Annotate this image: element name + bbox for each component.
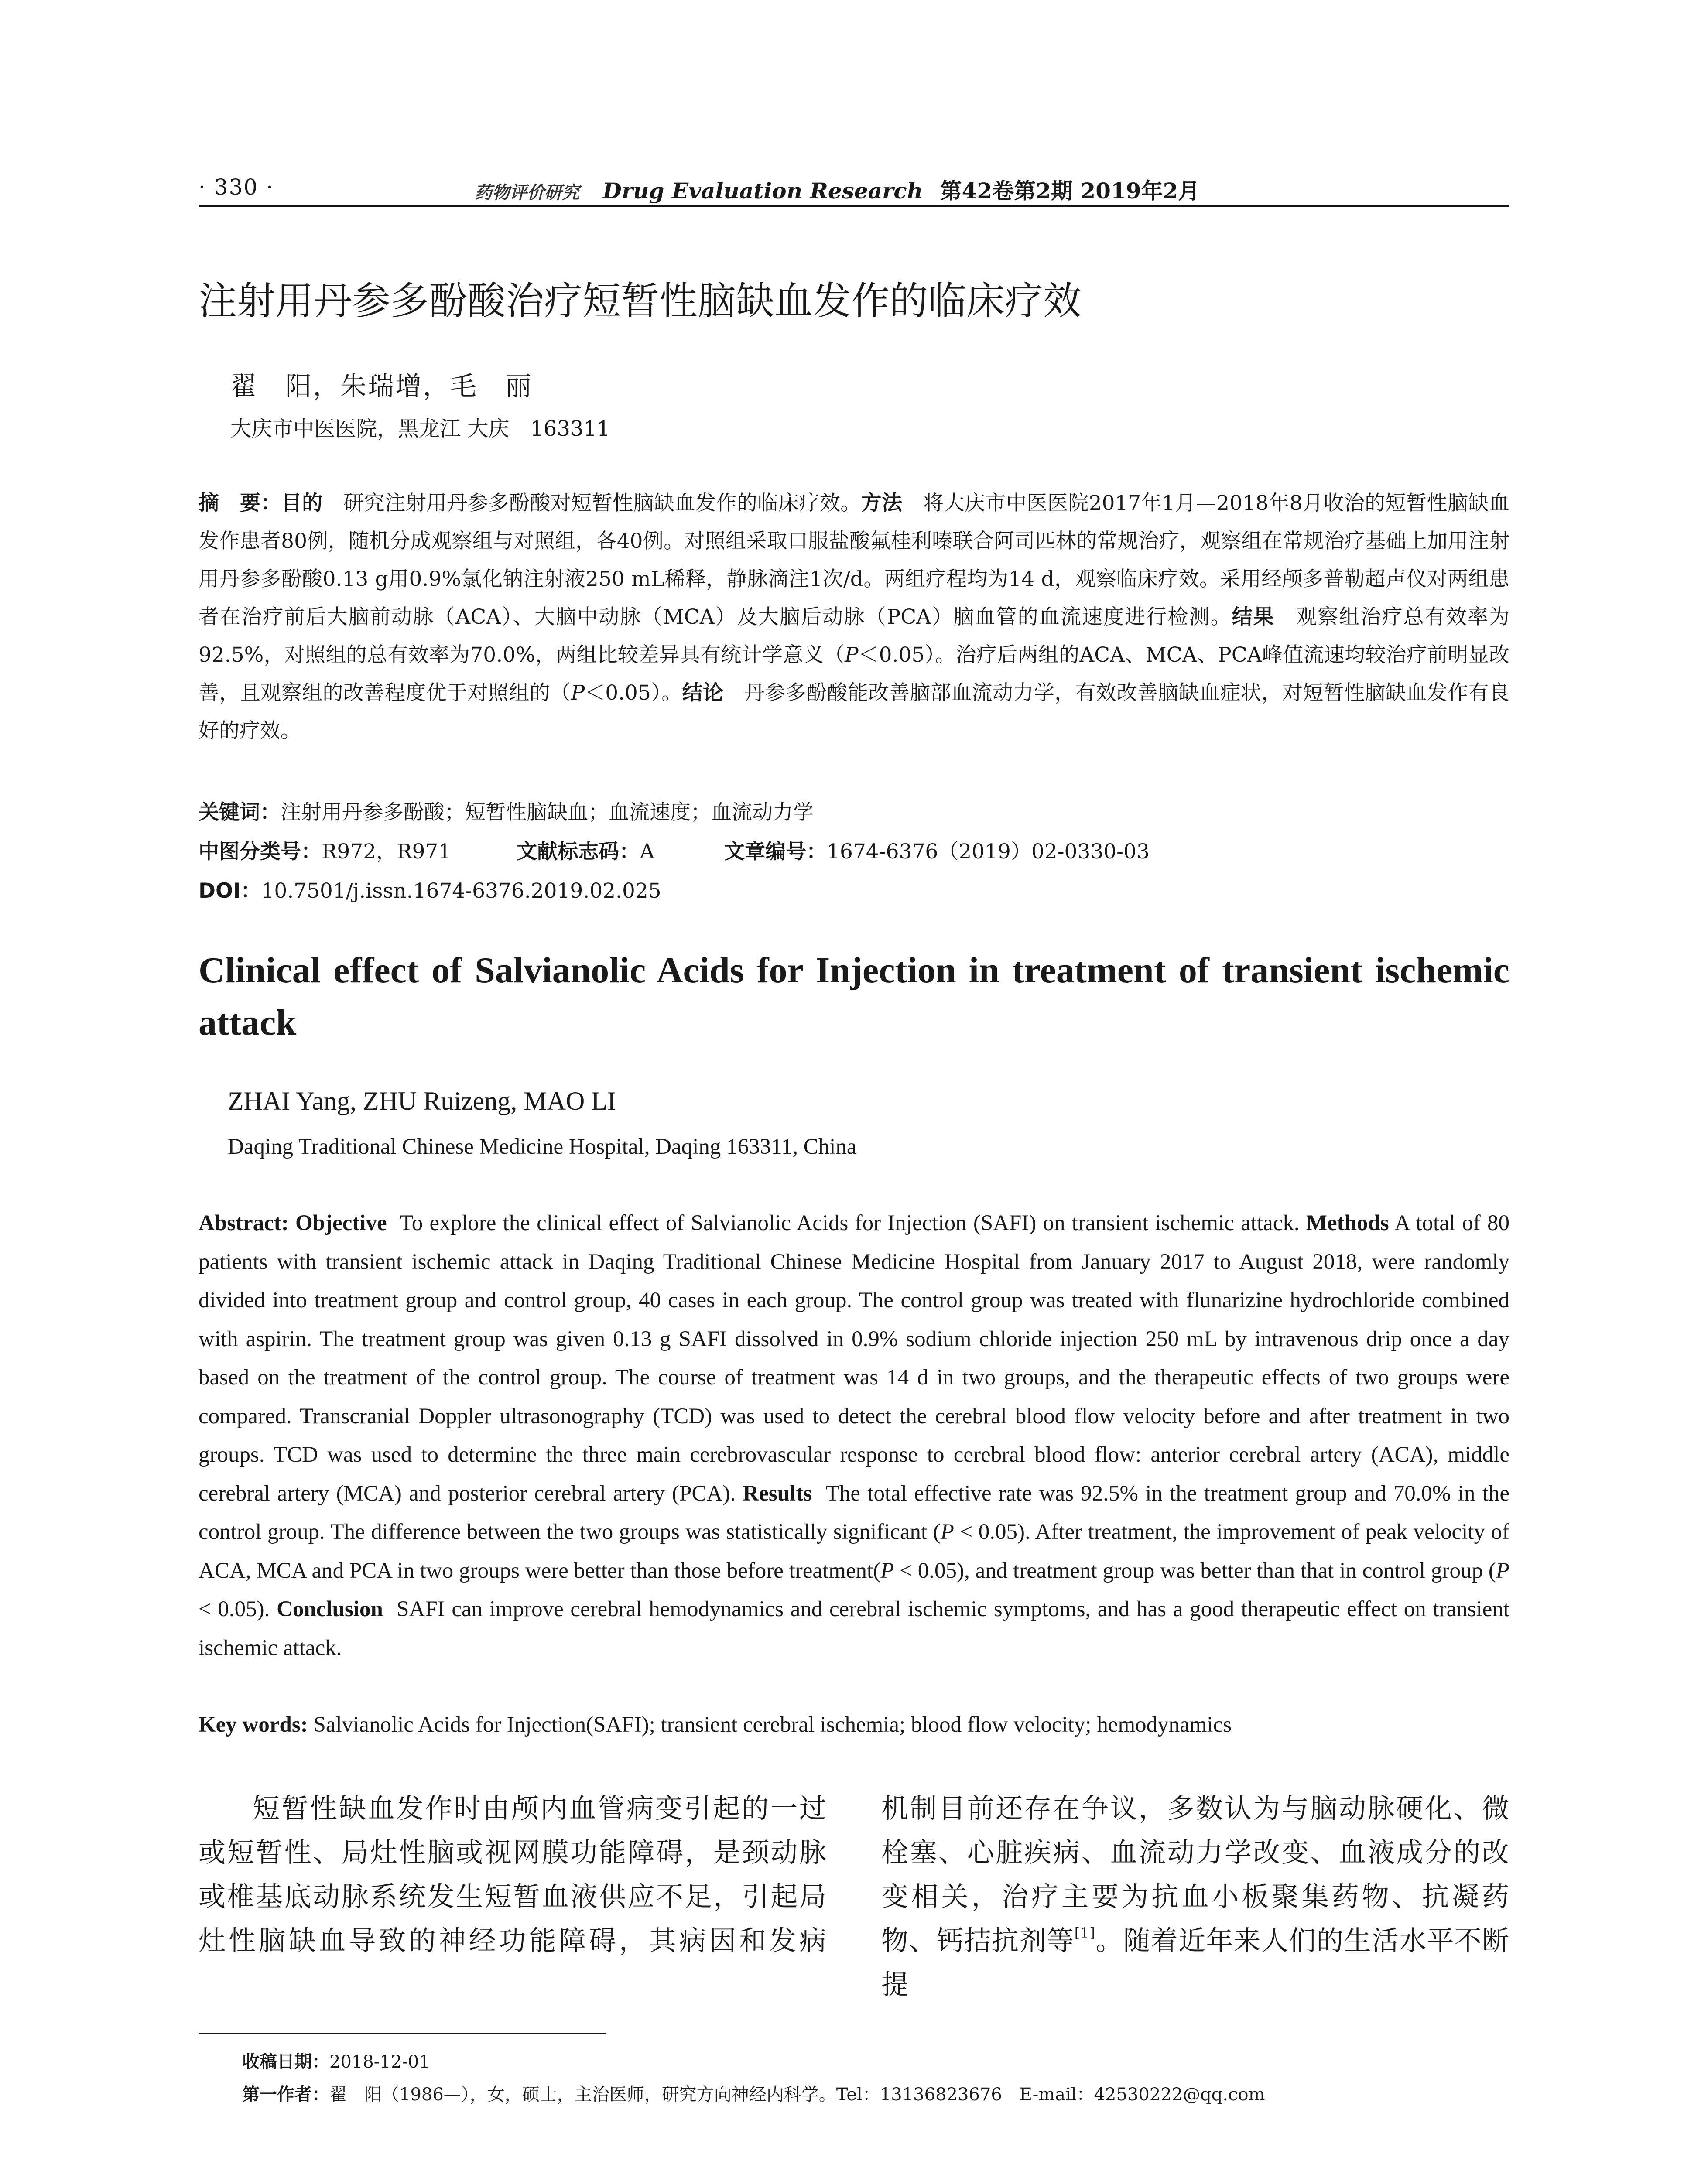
article-no-value: 1674-6376（2019）02-0330-03 — [827, 840, 1150, 864]
cn-abstract — [199, 484, 1509, 750]
cn-keywords-label: 关键词： — [199, 800, 281, 824]
cn-conclusion-text: 丹参多酚酸能改善脑部血流动力学，有效改善脑缺血症状，对短暂性脑缺血发作有良好的疗效。 — [199, 681, 1510, 743]
body-paragraph-continued — [881, 1786, 1509, 2007]
en-keywords-text: Salvianolic Acids for Injection(SAFI); transient cerebral ischemia; blood flow velocity; hemodynamics — [313, 1713, 1232, 1737]
en-affiliation: Daqing Traditional Chinese Medicine Hospital, Daqing 163311, China — [228, 1135, 857, 1159]
cn-methods-text: 将大庆市中医医院2017年1月—2018年8月收治的短暂性脑缺血发作患者80例，随机分成观察组与对照组，各40例。对照组采取口服盐酸氟桂利嗪联合阿司匹林的常规治疗，观察组在常规治疗基础上加用注射用丹参多酚酸0.13 g用0.9%氯化钠注射液250 mL稀释，静脉滴注1次/d。两组疗程均为14 d，观察临床疗效。采用经颅多普勒超声仪对两组患者在治疗前后大脑前动脉（ACA）、大脑中动脉（MCA）及大脑后动脉（PCA）脑血管的血流速度进行检测。 — [199, 491, 1510, 629]
journal-logo: 药物评价研究 — [475, 182, 579, 203]
en-conclusion-text: SAFI can improve cerebral hemodynamics and cerebral ischemic symptoms, and has a good therapeutic effect on transient ischemic attack. — [199, 1597, 1510, 1660]
body-column-right — [881, 1786, 1509, 2007]
cn-results-text-a: 观察组治疗总有效率为92.5%，对照组的总有效率为70.0%，两组比较差异具有统计学意义（ — [199, 605, 1510, 667]
cn-keywords — [199, 796, 814, 825]
en-results-text-b: < 0.05). After treatment, the improvement of peak velocity of ACA, MCA and PCA in two groups were better than those before treatment( — [199, 1520, 1509, 1583]
cn-methods-label: 方法 — [861, 491, 903, 515]
body-column-left — [199, 1786, 827, 1962]
body-right-text-a: 机制目前还存在争议，多数认为与脑动脉硬化、微栓塞、心脏疾病、血流动力学改变、血液成分的改变相关，治疗主要为抗血小板聚集药物、抗凝药物、钙拮抗剂等 — [881, 1792, 1509, 1956]
en-abstract-label: Abstract: — [199, 1211, 289, 1235]
cn-results-label: 结果 — [1232, 605, 1275, 629]
doi-line — [199, 875, 661, 904]
cn-classification — [199, 835, 1150, 865]
doi-value: 10.7501/j.issn.1674-6376.2019.02.025 — [261, 879, 661, 903]
en-p-symbol: P — [940, 1520, 954, 1544]
clc-label: 中图分类号： — [199, 840, 322, 864]
en-results-text-d: < 0.05). — [199, 1597, 270, 1621]
page-number: · 330 · — [199, 174, 274, 200]
journal-name: Drug Evaluation Research — [602, 178, 923, 204]
footnote-rule — [199, 2033, 606, 2034]
en-methods-text: A total of 80 patients with transient ischemic attack in Daqing Traditional Chinese Medicine Hospital from January 2017 to August 2018, were randomly divided into treatment group and control group, 40 cases in each group. The control group was treated with flunarizine hydrochloride combined with aspirin. The treatment group was given 0.13 g SAFI dissolved in 0.9% sodium chloride injection 250 mL by intravenous drip once a day based on the treatment of the control group. The course of treatment was 14 d in two groups, and the therapeutic effects of two groups were compared. Transcranial Doppler ultrasonography (TCD) was used to detect the cerebral blood flow velocity before and after treatment in two groups. TCD was used to determine the three main cerebrovascular response to cerebral blood flow: anterior cerebral artery (ACA), middle cerebral artery (MCA) and posterior cerebral artery (PCA). — [199, 1211, 1509, 1506]
cn-objective-text: 研究注射用丹参多酚酸对短暂性脑缺血发作的临床疗效。 — [343, 491, 861, 515]
footnote-received — [242, 2048, 430, 2073]
en-keywords-label: Key words: — [199, 1713, 308, 1737]
cn-conclusion-label: 结论 — [682, 681, 724, 705]
en-authors: ZHAI Yang, ZHU Ruizeng, MAO LI — [228, 1087, 616, 1115]
clc-value: R972，R971 — [322, 840, 452, 864]
running-header — [475, 174, 1200, 205]
en-p-symbol: P — [1496, 1558, 1509, 1583]
en-results-label: Results — [743, 1481, 812, 1506]
received-label: 收稿日期： — [242, 2052, 329, 2072]
cn-results-text-b: ＜0.05）。治疗后两组的ACA、MCA、PCA峰值流速均较治疗前明显改善，且观察组的改善程度优于对照组的（ — [199, 643, 1509, 705]
first-author-info: 翟 阳（1986—），女，硕士，主治医师，研究方向神经内科学。Tel：13136823676 E-mail：42530222@qq.com — [329, 2085, 1265, 2105]
received-date: 2018-12-01 — [329, 2052, 430, 2072]
en-results-text-c: < 0.05), and treatment group was better than that in control group ( — [894, 1558, 1496, 1583]
cn-p-symbol: P — [571, 681, 585, 705]
en-methods-label: Methods — [1306, 1211, 1389, 1235]
cn-p-symbol: P — [844, 643, 859, 667]
en-p-symbol: P — [880, 1558, 894, 1583]
header-rule — [199, 205, 1509, 207]
en-conclusion-label: Conclusion — [277, 1597, 383, 1621]
footnote-author — [242, 2081, 1265, 2106]
cn-results-text-c: ＜0.05）。 — [585, 681, 682, 705]
en-keywords — [199, 1712, 1509, 1737]
journal-issue: 第42卷第2期 2019年2月 — [940, 178, 1200, 204]
doi-label: DOI： — [199, 879, 261, 903]
first-author-label: 第一作者： — [242, 2085, 329, 2105]
en-title: Clinical effect of Salvianolic Acids for Injection in treatment of transient ischemic attack — [199, 950, 1509, 1043]
en-abstract — [199, 1204, 1509, 1667]
cn-keywords-text: 注射用丹参多酚酸；短暂性脑缺血；血流速度；血流动力学 — [281, 800, 814, 824]
article-no-label: 文章编号： — [724, 840, 827, 864]
cn-abstract-label: 摘 要： — [199, 491, 281, 515]
body-paragraph: 短暂性缺血发作时由颅内血管病变引起的一过或短暂性、局灶性脑或视网膜功能障碍，是颈动脉或椎基底动脉系统发生短暂血液供应不足，引起局灶性脑缺血导致的神经功能障碍，其病因和发病 — [199, 1792, 827, 1956]
cn-authors: 翟 阳，朱瑞增，毛 丽 — [230, 371, 533, 402]
en-results-text-a: The total effective rate was 92.5% in the treatment group and 70.0% in the control group. The difference between the two groups was statistically significant ( — [199, 1481, 1510, 1544]
doc-code-label: 文献标志码： — [517, 840, 640, 864]
body-right-text-b: 。随着近年来人们的生活水平不断提 — [881, 1925, 1509, 2000]
en-objective-text: To explore the clinical effect of Salvianolic Acids for Injection (SAFI) on transient ischemic attack. — [400, 1211, 1300, 1235]
cn-affiliation: 大庆市中医医院，黑龙江 大庆 163311 — [230, 417, 610, 441]
doc-code-value: A — [640, 840, 655, 864]
en-objective-label: Objective — [295, 1211, 387, 1235]
cn-title: 注射用丹参多酚酸治疗短暂性脑缺血发作的临床疗效 — [199, 278, 1082, 323]
citation-ref: [1] — [1074, 1925, 1096, 1941]
cn-objective-label: 目的 — [281, 491, 323, 515]
